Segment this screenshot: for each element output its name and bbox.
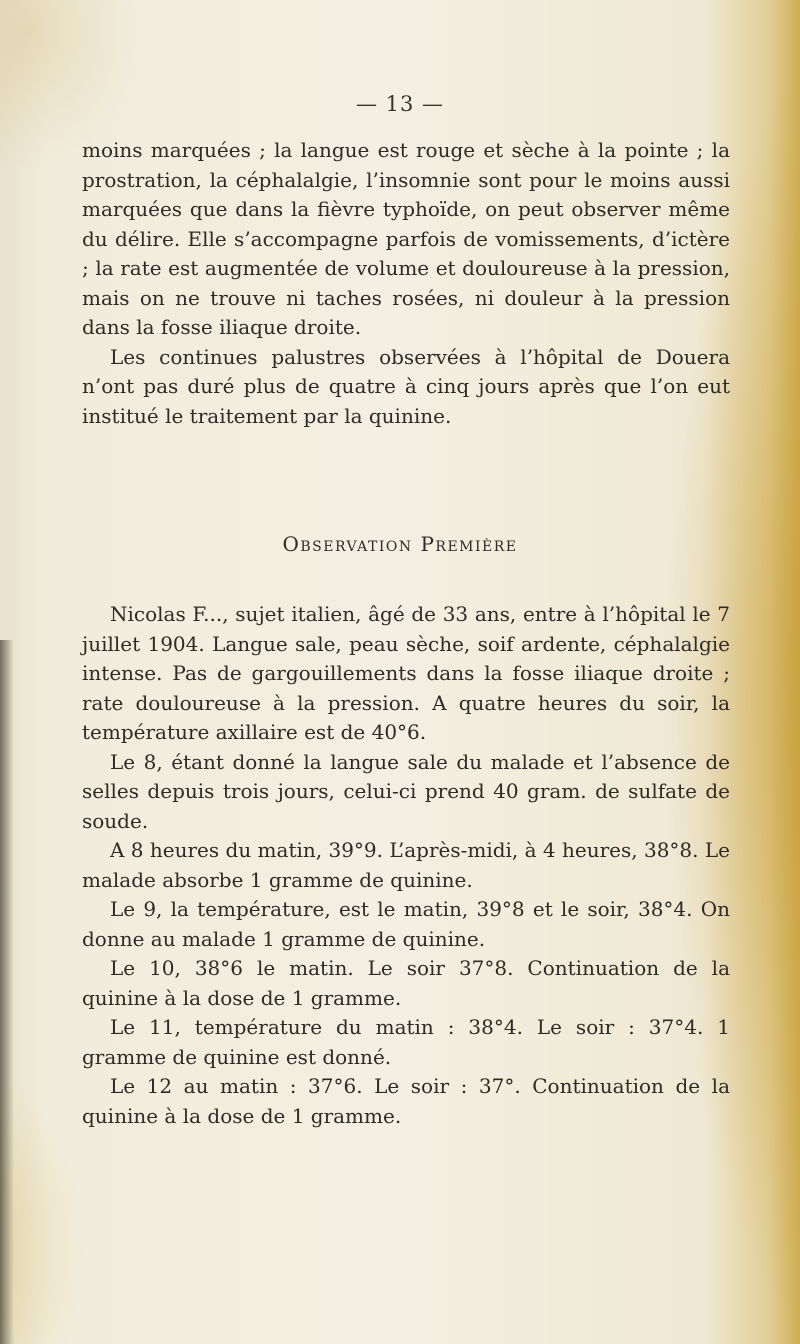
paragraph: Le 12 au matin : 37°6. Le soir : 37°. Continuation de la quinine à la dose de 1 gramme. bbox=[82, 1074, 730, 1128]
paragraph: Le 11, température du matin : 38°4. Le soir : 37°4. 1 gramme de quinine est donné. bbox=[82, 1015, 730, 1069]
page-number: — 13 — bbox=[355, 92, 445, 116]
paragraph: A 8 heures du matin, 39°9. L’après-midi, à 4 heures, 38°8. Le malade absorbe 1 gramme de quinine. bbox=[82, 838, 730, 892]
paragraph: Le 8, étant donné la langue sale du malade et l’absence de selles depuis trois jours, celui-ci prend 40 gram. de sulfate de soude. bbox=[82, 749, 730, 833]
paragraph: Nicolas F..., sujet italien, âgé de 33 ans, entre à l’hôpital le 7 juillet 1904. Langue sale, peau sèche, soif ardente, céphalalgie intense. Pas de gargouillements dans la fosse iliaque droite ; rate douloureuse à la pression. A quatre heures du soir, la température axillaire est de 40°6. bbox=[82, 602, 730, 744]
paragraph: Le 9, la température, est le matin, 39°8 et le soir, 38°4. On donne au malade 1 gramme de quinine. bbox=[82, 897, 730, 951]
paragraph: Les continues palustres observées à l’hôpital de Douera n’ont pas duré plus de quatre à cinq jours après que l’on eut institué le traitement par la quinine. bbox=[82, 344, 730, 428]
page-binding-shadow bbox=[0, 640, 14, 1344]
section-heading: Observation Première bbox=[282, 532, 518, 556]
intro-text bbox=[82, 136, 730, 431]
paragraph: moins marquées ; la langue est rouge et sèche à la pointe ; la prostration, la céphalalgie, l’insomnie sont pour le moins aussi marquées que dans la fièvre typhoïde, on peut observer même du délire. Elle s’accompagne parfois de vomissements, d’ictère ; la rate est augmentée de volume et douloureuse à la pression, mais on ne trouve ni taches rosées, ni douleur à la pression dans la fosse iliaque droite. bbox=[82, 138, 730, 339]
paragraph: Le 10, 38°6 le matin. Le soir 37°8. Continuation de la quinine à la dose de 1 gramme. bbox=[82, 956, 730, 1010]
observation-text bbox=[82, 600, 730, 1131]
